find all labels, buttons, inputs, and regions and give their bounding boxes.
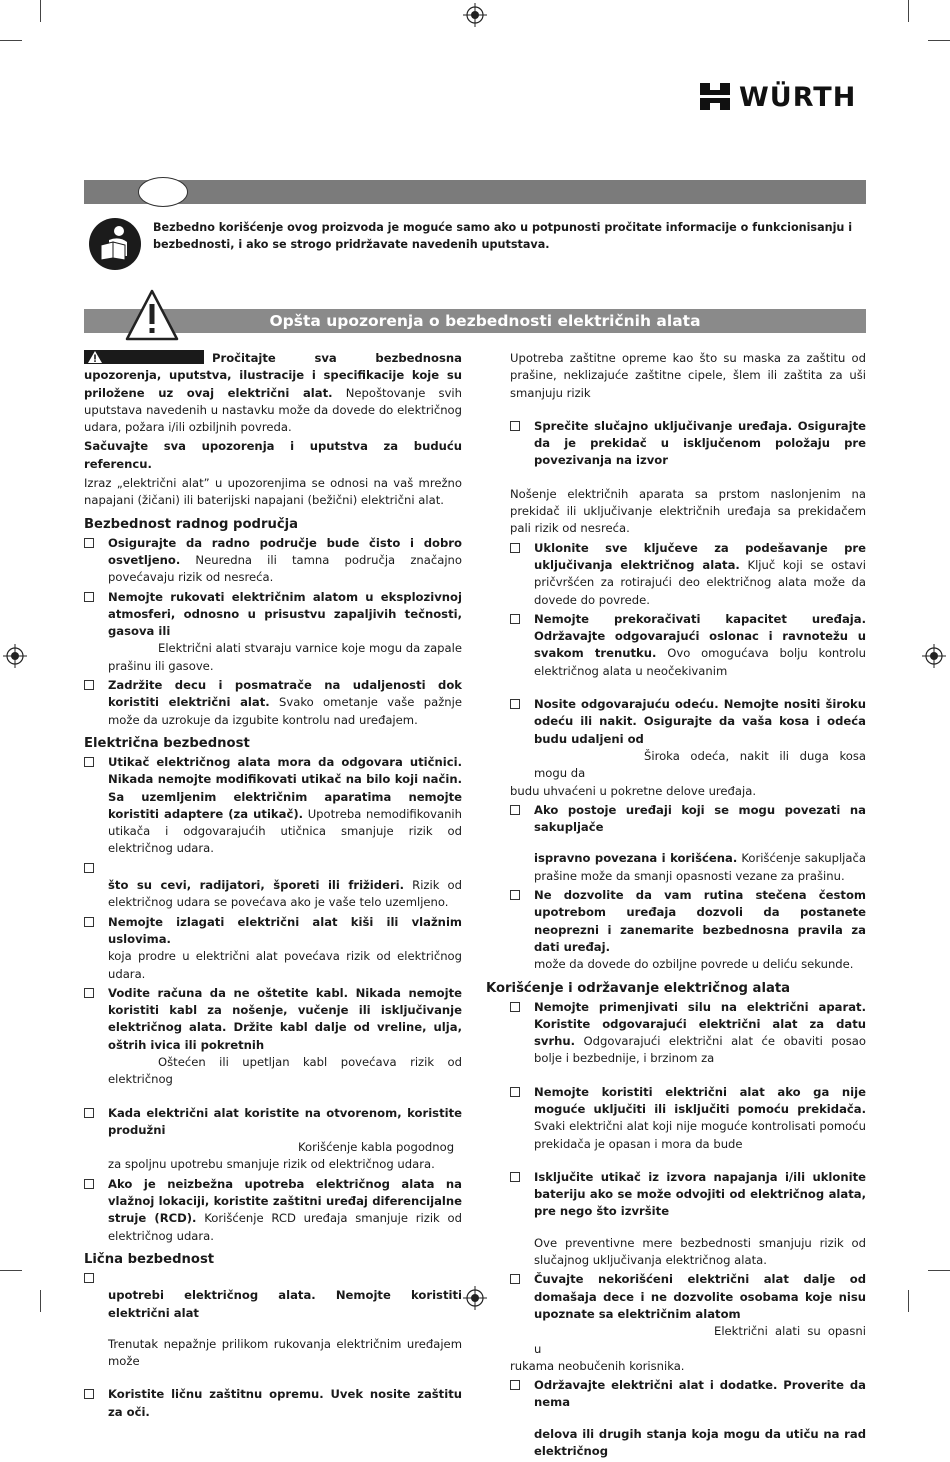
spacer: [534, 1221, 866, 1235]
wurth-logo-icon: [698, 80, 732, 114]
item-text: Korišćenje kabla pogodnog: [298, 1140, 455, 1155]
item-bold: Utikač električnog alata mora da odgovara utičnici. Nikada nemojte modifikovati utikač na bilo koji način. Sa uzemljenim električnim aparatima nemojte koristiti adaptere (za utikač).: [108, 754, 462, 821]
right-column: [486, 350, 866, 1462]
list-item: [510, 999, 866, 1068]
checkbox-icon: [84, 680, 94, 690]
checkbox-icon: [510, 890, 520, 900]
list-item: [510, 1271, 866, 1375]
heading-tool-use: Korišćenje i održavanje električnog alata: [486, 980, 791, 996]
checkbox-icon: [84, 592, 94, 602]
list-item: [84, 754, 462, 858]
item-bold: Ako je neizbežna upotreba električnog alata na vlažnoj lokaciji, koristite zaštitni uređaj diferencijalne struje (RCD).: [108, 1176, 462, 1226]
item-bold: Koristite ličnu zaštitnu opremu. Uvek nosite zaštitu za oči.: [108, 1387, 462, 1419]
item-text: koja prodre u električni alat povećava rizik od električnog udara.: [108, 949, 462, 981]
item-bold: Održavajte električni alat i dodatke. Proverite da nema: [534, 1378, 866, 1410]
checkbox-icon: [84, 538, 94, 548]
spacer: [510, 472, 866, 486]
checkbox-icon: [84, 917, 94, 927]
heading-personal-safety: Lična bezbednost: [84, 1251, 215, 1267]
item-bold: ispravno povezana i korišćena.: [534, 851, 738, 866]
language-oval: [138, 177, 188, 207]
registration-mark-icon: [463, 3, 487, 27]
warning-text: Nepoštovanje svih uputstava navedenih u nastavku može da dovede do električnog udara, požara i/ili ozbiljnih povreda.: [84, 385, 462, 435]
checkbox-icon: [510, 805, 520, 815]
checkbox-icon: [84, 1389, 94, 1399]
list-item: [84, 1105, 462, 1174]
list-item: [510, 1169, 866, 1269]
crop-mark: [40, 1290, 41, 1312]
item-bold: Ako postoje uređaji koji se mogu povezati na sakupljače: [534, 802, 866, 835]
registration-mark-icon: [3, 644, 27, 668]
list-item: [84, 677, 462, 729]
checkbox-icon: [84, 1179, 94, 1189]
item-text: Električni alati su opasni u: [534, 1324, 866, 1356]
checkbox-icon: [84, 1273, 94, 1283]
list-item: [510, 802, 866, 885]
crop-mark: [40, 0, 41, 22]
item-text: Oštećen ili upetljan kabl povećava rizik od električnog: [108, 1054, 462, 1087]
item-text: Trenutak nepažnje prilikom rukovanja električnim uređajem može: [108, 1336, 462, 1369]
checkbox-icon: [510, 1380, 520, 1390]
item-text: Svaki električni alat koji nije moguće kontrolisati pomoću prekidača je opasan i mora da bude: [534, 1119, 866, 1151]
item-text: može da dovede do ozbiljne povrede u deliću sekunde.: [534, 957, 854, 972]
list-item: [84, 1270, 462, 1370]
save-instructions: Sačuvajte sva upozorenja i uputstva za buduću referencu.: [84, 439, 462, 471]
item-text: Korišćenje RCD uređaja smanjuje rizik od električnog udara.: [108, 1211, 462, 1243]
item-text: Ove preventivne mere bezbednosti smanjuju rizik od slučajnog uključivanja električnog alata.: [534, 1235, 866, 1268]
item-bold: Nemojte rukovati električnim alatom u eksplozivnoj atmosferi, odnosno u prisustvu zapaljivih tečnosti, gasova ili: [108, 589, 462, 639]
list-item: [510, 611, 866, 680]
crop-mark: [928, 1270, 950, 1271]
spacer: [84, 1091, 462, 1105]
checkbox-icon: [84, 757, 94, 767]
spacer: [510, 1155, 866, 1169]
left-column: [84, 350, 462, 1423]
list-item: [510, 418, 866, 470]
header-bar: [84, 180, 866, 204]
checkbox-icon: [84, 988, 94, 998]
item-bold: Kada električni alat koristite na otvorenom, koristite produžni: [108, 1105, 462, 1137]
item-text: rukama neobučenih korisnika.: [510, 1358, 685, 1373]
item-text: Električni alati stvaraju varnice koje mogu da zapale prašinu ili gasove.: [108, 641, 462, 673]
item-bold: upotrebi električnog alata. Nemojte koristiti električni alat: [108, 1288, 462, 1320]
checkbox-icon: [510, 1087, 520, 1097]
heading-electrical-safety: Električna bezbednost: [84, 735, 250, 751]
item-bold: delova ili drugih stanja koja mogu da utiču na rad električnog: [534, 1426, 866, 1459]
item-bold: Vodite računa da ne oštetite kabl. Nikada nemojte koristiti kabl za nošenje, vučenje ili isključivanje električnog alata. Držite kabl dalje od vreline, ulja, oštrih ivica ili pokretnih: [108, 985, 462, 1052]
spacer: [534, 1412, 866, 1426]
checkbox-icon: [510, 699, 520, 709]
item-text: Korišćenje sakupljača prašine može da smanji opasnosti vezane za prašinu.: [534, 851, 866, 883]
item-text: Ovo omogućava bolju kontrolu električnog alata u neočekivanim: [534, 646, 866, 678]
warning-paragraph: [84, 350, 462, 436]
list-item: [510, 1084, 866, 1153]
checkbox-icon: [84, 1108, 94, 1118]
warning-triangle-icon: [124, 288, 180, 342]
list-item: [510, 696, 866, 800]
checkbox-icon: [510, 1002, 520, 1012]
list-item: [84, 1176, 462, 1245]
list-item: [84, 535, 462, 587]
item-bold: Isključite utikač iz izvora napajanja i/ili uklonite bateriju ako se može odvojiti od električnog alata, pre nego što izvršite: [534, 1169, 866, 1219]
warning-bold: Pročitajte sva bezbednosna upozorenja, uputstva, ilustracije i specifikacije koje su priložene uz ovaj električni alat.: [84, 351, 462, 400]
checkbox-icon: [84, 863, 94, 873]
crop-mark: [0, 1270, 22, 1271]
crop-mark: [908, 0, 909, 22]
crop-mark: [0, 40, 22, 41]
list-item: [510, 540, 866, 609]
item-bold: Nosite odgovarajuću odeću. Nemojte nositi široku odeću ili nakit. Osigurajte da vaša kosa i odeća budu udaljeni od: [534, 697, 866, 746]
term-definition: Izraz „električni alat” u upozorenjima se odnosi na vaš mrežno napajani (žičani) ili baterijski napajani (bežični) električni alat.: [84, 476, 462, 508]
item-text: Rizik od električnog udara se povećava ako je vaše telo uzemljeno.: [108, 878, 462, 910]
registration-mark-icon: [922, 644, 946, 668]
item-bold: Ne dozvolite da vam rutina stečena čestom upotrebom uređaja dozvoli da postanete neoprezni i zanemarite bezbednosna pravila za dati uređaj.: [534, 888, 866, 954]
list-item: [84, 589, 462, 675]
small-warning-icon: [88, 351, 102, 363]
spacer: [534, 836, 866, 850]
item-text: Upotreba nemodifikovanih utikača i odgovarajućih utičnica smanjuje rizik od električnog udara.: [108, 806, 462, 856]
registration-mark-icon: [463, 1286, 487, 1310]
brand-logo: [698, 80, 856, 114]
item-text: Ključ koji se ostavi pričvršćen za rotirajući deo električnog alata može da dovede do povrede.: [534, 557, 866, 607]
warning-label-box: [84, 350, 204, 364]
list-item: [84, 985, 462, 1089]
paragraph: Nošenje električnih aparata sa prstom naslonjenim na prekidač ili uključivanje električnih uređaja sa prekidačem pali rizik od nesreća.: [510, 486, 866, 536]
item-text: Svako ometanje vaše pažnje može da uzrokuje da izgubite kontrolu nad uređajem.: [108, 695, 462, 727]
item-bold: Zadržite decu i posmatrače na udaljenosti dok koristiti električni alat.: [108, 678, 462, 710]
item-text: Odgovarajući električni alat će obaviti posao bolje i bezbednije, i brzinom za: [534, 1034, 866, 1066]
item-text: budu uhvaćeni u pokretne delove uređaja.: [510, 783, 757, 798]
list-item: [84, 914, 462, 983]
brand-name: WÜRTH: [739, 81, 857, 113]
list-item: [84, 860, 462, 912]
item-bold: Nemojte primenjivati silu na električni aparat. Koristite odgovarajući električni alat za datu svrhu.: [534, 999, 866, 1049]
heading-work-area: Bezbednost radnog područja: [84, 516, 299, 532]
checkbox-icon: [510, 1172, 520, 1182]
item-text: Široka odeća, nakit ili duga kosa mogu da: [534, 748, 866, 781]
item-text: Neuredna ili tamna područja značajno povećavaju rizik od nesreća.: [108, 552, 462, 585]
item-bold: što su cevi, radijatori, šporeti ili frižideri.: [108, 878, 405, 893]
list-item: [84, 1386, 462, 1421]
spacer: [510, 404, 866, 418]
item-bold: Sprečite slučajno uključivanje uređaja. Osigurajte da je prekidač u isključenom položaju pre povezivanja na izvor: [534, 418, 866, 468]
intro-text: Bezbedno korišćenje ovog proizvoda je moguće samo ako u potpunosti pročitate informacije o funkcionisanju i bezbednosti, i ako se strogo pridržavate navedenih uputstava.: [153, 221, 853, 251]
list-item: [510, 1377, 866, 1460]
spacer: [84, 1372, 462, 1386]
checkbox-icon: [510, 614, 520, 624]
item-text: za spoljnu upotrebu smanjuje rizik od električnog udara.: [108, 1157, 435, 1172]
checkbox-icon: [510, 421, 520, 431]
item-bold: Nemojte izlagati električni alat kiši ili vlažnim uslovima.: [108, 914, 462, 946]
section-title: Opšta upozorenja o bezbednosti električnih alata: [269, 312, 701, 330]
item-bold: Nemojte prekoračivati kapacitet uređaja. Održavajte odgovarajući oslonac i ravnotežu u svakom trenutku.: [534, 611, 866, 661]
item-bold: Osigurajte da radno područje bude čisto i dobro osvetljeno.: [108, 535, 462, 567]
item-bold: Uklonite sve ključeve za podešavanje pre uključivanja električnog alata.: [534, 540, 866, 572]
crop-mark: [928, 40, 950, 41]
spacer: [510, 682, 866, 696]
read-manual-icon: [89, 218, 141, 270]
spacer: [108, 1322, 462, 1336]
item-bold: Čuvajte nekorišćeni električni alat dalje od domašaja dece i ne dozvolite osobama koje nisu upoznate sa električnim alatom: [534, 1272, 866, 1321]
spacer: [510, 1070, 866, 1084]
checkbox-icon: [510, 543, 520, 553]
paragraph: Upotreba zaštitne opreme kao što su maska za zaštitu od prašine, neklizajuće zaštitne cipele, šlem ili zaštita za uši smanjuju rizik: [510, 351, 866, 400]
checkbox-icon: [510, 1274, 520, 1284]
crop-mark: [908, 1290, 909, 1312]
list-item: [510, 887, 866, 973]
item-bold: Nemojte koristiti električni alat ako ga nije moguće uključiti ili isključiti pomoću prekidača.: [534, 1084, 866, 1116]
